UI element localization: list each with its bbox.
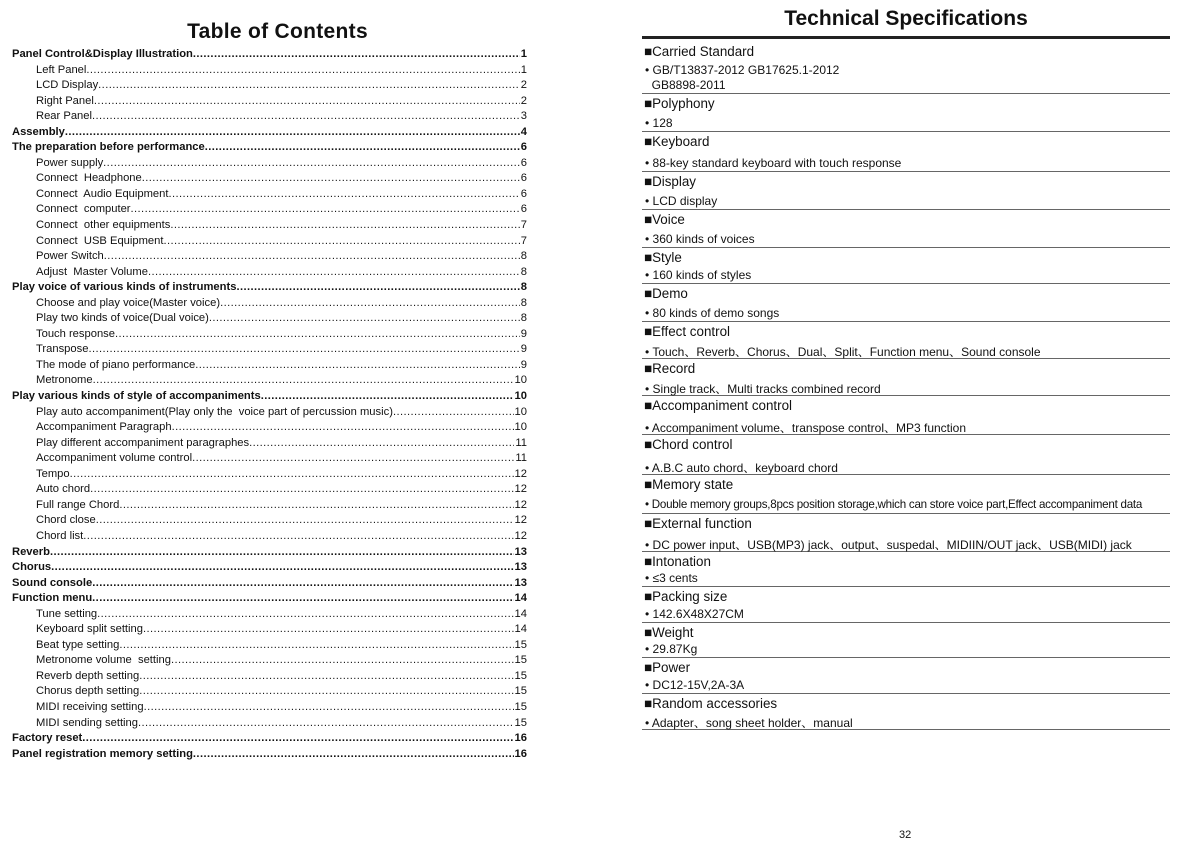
- toc-subsection-entry: [12, 109, 527, 125]
- toc-section-entry: [12, 47, 527, 63]
- spec-item: [642, 435, 1170, 475]
- toc-entry-label: Metronome: [36, 374, 93, 387]
- toc-entry-page: 2: [520, 79, 527, 92]
- toc-entry-page: 12: [514, 467, 527, 480]
- toc-section-entry: [12, 125, 527, 141]
- toc-leader-dots: [171, 653, 514, 669]
- toc-subsection-entry: [12, 78, 527, 94]
- toc-subsection-entry: [12, 249, 527, 265]
- toc-subsection-entry: [12, 187, 527, 203]
- toc-entry-label: Right Panel: [36, 94, 94, 107]
- toc-leader-dots: [193, 47, 520, 63]
- toc-entry-page: 13: [514, 545, 527, 558]
- toc-entry-page: 15: [514, 685, 527, 698]
- toc-leader-dots: [103, 156, 520, 172]
- toc-subsection-entry: [12, 436, 527, 452]
- toc-entry-page: 10: [514, 374, 527, 387]
- spec-value: • 160 kinds of styles: [645, 268, 752, 282]
- toc-subsection-entry: [12, 451, 527, 467]
- toc-entry-label: Chord close: [36, 514, 96, 527]
- toc-entry-label: Connect Headphone: [36, 172, 142, 185]
- spec-heading: ■External function: [644, 516, 752, 531]
- toc-subsection-entry: [12, 296, 527, 312]
- spec-value: • LCD display: [645, 194, 718, 208]
- toc-entry-label: Keyboard split setting: [36, 623, 143, 636]
- toc-entry-label: Play two kinds of voice(Dual voice): [36, 312, 209, 325]
- spec-value: • Single track、Multi tracks combined record: [645, 382, 881, 396]
- toc-leader-dots: [96, 513, 514, 529]
- toc-entry-label: Connect other equipments: [36, 219, 171, 232]
- toc-entry-label: Tempo: [36, 467, 70, 480]
- toc-subsection-entry: [12, 684, 527, 700]
- toc-entry-page: 9: [520, 358, 527, 371]
- toc-entry-label: Connect Audio Equipment: [36, 187, 169, 200]
- toc-subsection-entry: [12, 669, 527, 685]
- toc-entry-label: MIDI sending setting: [36, 716, 138, 729]
- spec-heading: ■Effect control: [644, 324, 730, 339]
- toc-leader-dots: [104, 249, 520, 265]
- toc-entry-page: 12: [514, 498, 527, 511]
- toc-entry-page: 8: [520, 296, 527, 309]
- spec-heading: ■Keyboard: [644, 134, 710, 149]
- toc-entry-label: Assembly: [12, 125, 65, 138]
- toc-entry-page: 11: [515, 436, 527, 449]
- spec-value: • Double memory groups,8pcs position storage,which can store voice part,Effect accompaniment data: [645, 498, 1143, 511]
- toc-leader-dots: [193, 747, 514, 763]
- toc-entry-label: Panel registration memory setting: [12, 747, 193, 760]
- toc-leader-dots: [139, 669, 513, 685]
- toc-entry-label: Accompaniment volume control: [36, 452, 193, 465]
- spec-value: • GB/T13837-2012 GB17625.1-2012: [645, 63, 840, 77]
- toc-leader-dots: [172, 420, 514, 436]
- toc-subsection-entry: [12, 218, 527, 234]
- toc-entry-label: Chorus depth setting: [36, 685, 140, 698]
- toc-subsection-entry: [12, 156, 527, 172]
- spec-value: • Touch、Reverb、Chorus、Dual、Split、Function menu、Sound console: [645, 345, 1041, 359]
- toc-subsection-entry: [12, 405, 527, 421]
- spec-heading: ■Style: [644, 250, 682, 265]
- spec-value: • 128: [645, 116, 673, 130]
- toc-leader-dots: [138, 716, 514, 732]
- toc-subsection-entry: [12, 653, 527, 669]
- spec-heading: ■Carried Standard: [644, 44, 755, 59]
- spec-item: [642, 658, 1170, 694]
- spec-heading: ■Voice: [644, 212, 685, 227]
- spec-heading: ■Demo: [644, 286, 688, 301]
- toc-entry-label: Rear Panel: [36, 110, 92, 123]
- spec-item: [642, 210, 1170, 248]
- toc-entry-page: 3: [520, 110, 527, 123]
- toc-entry-page: 15: [514, 700, 527, 713]
- toc-entry-page: 10: [514, 405, 527, 418]
- toc-leader-dots: [93, 373, 514, 389]
- toc-leader-dots: [92, 576, 513, 592]
- toc-leader-dots: [92, 109, 520, 125]
- toc-subsection-entry: [12, 622, 527, 638]
- toc-leader-dots: [94, 94, 520, 110]
- spec-heading: ■Display: [644, 174, 696, 189]
- toc-entry-page: 15: [514, 654, 527, 667]
- toc-leader-dots: [168, 187, 519, 203]
- toc-leader-dots: [115, 327, 520, 343]
- toc-leader-dots: [205, 140, 520, 156]
- toc-leader-dots: [86, 63, 519, 79]
- toc-subsection-entry: [12, 94, 527, 110]
- toc-section-entry: [12, 731, 527, 747]
- toc-entry-label: Play voice of various kinds of instruments: [12, 281, 237, 294]
- toc-entry-page: 6: [520, 187, 527, 200]
- toc-entry-page: 12: [514, 514, 527, 527]
- spec-item: [642, 172, 1170, 210]
- toc-entry-page: 6: [520, 172, 527, 185]
- toc-entry-page: 6: [520, 141, 527, 154]
- toc-section-entry: [12, 560, 527, 576]
- toc-entry-label: MIDI receiving setting: [36, 700, 144, 713]
- toc-entry-page: 14: [514, 592, 527, 605]
- toc-entry-page: 9: [520, 327, 527, 340]
- spec-heading: ■Intonation: [644, 554, 711, 569]
- toc-leader-dots: [97, 607, 513, 623]
- specs-title-rule: [642, 36, 1170, 39]
- toc-entry-page: 15: [514, 716, 527, 729]
- spec-heading: ■Polyphony: [644, 96, 715, 111]
- toc-entry-label: Chord list: [36, 529, 84, 542]
- toc-entry-page: 6: [520, 203, 527, 216]
- spec-item: [642, 396, 1170, 435]
- toc-entry-page: 10: [514, 390, 527, 403]
- toc-subsection-entry: [12, 311, 527, 327]
- spec-value: • DC12-15V,2A-3A: [645, 678, 745, 692]
- spec-heading: ■Record: [644, 361, 696, 376]
- toc-leader-dots: [70, 467, 514, 483]
- toc-subsection-entry: [12, 638, 527, 654]
- toc-leader-dots: [50, 545, 514, 561]
- toc-section-entry: [12, 591, 527, 607]
- toc-entry-label: Play various kinds of style of accompaniments: [12, 390, 261, 403]
- toc-entry-label: Factory reset: [12, 732, 83, 745]
- toc-entry-page: 2: [520, 94, 527, 107]
- spec-item: [642, 322, 1170, 359]
- toc-subsection-entry: [12, 265, 527, 281]
- toc-section-entry: [12, 280, 527, 296]
- toc-leader-dots: [192, 451, 514, 467]
- spec-item: [642, 248, 1170, 284]
- toc-entry-label: Connect computer: [36, 203, 131, 216]
- toc-entry-page: 14: [514, 623, 527, 636]
- toc-entry-page: 8: [520, 265, 527, 278]
- toc-leader-dots: [144, 700, 514, 716]
- toc-leader-dots: [148, 265, 520, 281]
- toc-entry-page: 14: [514, 607, 527, 620]
- spec-heading: ■Chord control: [644, 437, 733, 452]
- toc-entry-page: 12: [514, 483, 527, 496]
- toc-entry-page: 1: [520, 63, 527, 76]
- page-number: 32: [899, 829, 912, 841]
- toc-entry-label: Accompaniment Paragraph: [36, 421, 172, 434]
- toc-entry-label: Left Panel: [36, 63, 87, 76]
- spec-item: [642, 623, 1170, 658]
- toc-entry-label: Choose and play voice(Master voice): [36, 296, 221, 309]
- specs-title: Technical Specifications: [784, 7, 1028, 30]
- toc-leader-dots: [163, 234, 519, 250]
- toc-leader-dots: [119, 638, 513, 654]
- toc-leader-dots: [195, 358, 520, 374]
- toc-entry-page: 6: [520, 156, 527, 169]
- spec-item: [642, 132, 1170, 172]
- toc-entry-page: 8: [520, 250, 527, 263]
- toc-section-entry: [12, 747, 527, 763]
- spec-heading: ■Packing size: [644, 589, 728, 604]
- toc-leader-dots: [98, 78, 520, 94]
- toc-entry-page: 8: [520, 312, 527, 325]
- toc-leader-dots: [170, 218, 519, 234]
- toc-entry-label: Tune setting: [36, 607, 98, 620]
- toc-subsection-entry: [12, 529, 527, 545]
- toc-subsection-entry: [12, 607, 527, 623]
- spec-item: [642, 359, 1170, 396]
- spec-item: [642, 42, 1170, 94]
- toc-entry-page: 12: [514, 529, 527, 542]
- toc-title: Table of Contents: [187, 20, 368, 43]
- toc-entry-label: Play different accompaniment paragraphes: [36, 436, 250, 449]
- spec-value: • Accompaniment volume、transpose control、MP3 function: [645, 421, 967, 435]
- toc-leader-dots: [249, 436, 514, 452]
- toc-subsection-entry: [12, 171, 527, 187]
- toc-leader-dots: [83, 529, 513, 545]
- spec-item: [642, 514, 1170, 552]
- spec-item: [642, 694, 1170, 730]
- toc-entry-label: The preparation before performance: [12, 141, 205, 154]
- toc-leader-dots: [92, 591, 513, 607]
- spec-value: • 360 kinds of voices: [645, 232, 755, 246]
- toc-list: [12, 47, 527, 762]
- spec-value: • 88-key standard keyboard with touch response: [645, 156, 902, 170]
- toc-leader-dots: [236, 280, 519, 296]
- toc-entry-page: 16: [514, 747, 527, 760]
- toc-section-entry: [12, 545, 527, 561]
- spec-heading: ■Random accessories: [644, 696, 778, 711]
- spec-value: • 142.6X48X27CM: [645, 607, 744, 621]
- toc-entry-page: 15: [514, 638, 527, 651]
- toc-subsection-entry: [12, 234, 527, 250]
- spec-value: GB8898-2011: [645, 78, 726, 92]
- spec-heading: ■Power: [644, 660, 691, 675]
- toc-entry-page: 1: [520, 48, 527, 60]
- toc-entry-label: Adjust Master Volume: [36, 265, 148, 278]
- spec-heading: ■Memory state: [644, 477, 734, 492]
- toc-entry-label: Chorus: [12, 561, 52, 574]
- toc-leader-dots: [131, 202, 520, 218]
- toc-subsection-entry: [12, 63, 527, 79]
- toc-subsection-entry: [12, 716, 527, 732]
- toc-leader-dots: [82, 731, 513, 747]
- toc-leader-dots: [143, 622, 514, 638]
- toc-entry-label: Touch response: [36, 327, 115, 340]
- toc-entry-label: Power Switch: [36, 250, 104, 263]
- toc-section-entry: [12, 140, 527, 156]
- spec-value: • A.B.C auto chord、keyboard chord: [645, 461, 838, 475]
- toc-entry-label: Transpose: [36, 343, 89, 356]
- toc-leader-dots: [209, 311, 520, 327]
- toc-entry-page: 8: [520, 281, 527, 294]
- toc-entry-page: 7: [520, 234, 527, 247]
- toc-subsection-entry: [12, 482, 527, 498]
- toc-entry-label: Metronome volume setting: [36, 654, 171, 667]
- toc-subsection-entry: [12, 358, 527, 374]
- toc-entry-label: Auto chord: [36, 483, 91, 496]
- toc-entry-page: 13: [514, 561, 527, 574]
- toc-entry-page: 16: [514, 732, 527, 745]
- toc-entry-page: 15: [514, 669, 527, 682]
- toc-leader-dots: [142, 171, 520, 187]
- toc-subsection-entry: [12, 513, 527, 529]
- toc-entry-label: Beat type setting: [36, 638, 120, 651]
- toc-subsection-entry: [12, 498, 527, 514]
- toc-section-entry: [12, 389, 527, 405]
- toc-entry-page: 10: [514, 421, 527, 434]
- toc-subsection-entry: [12, 467, 527, 483]
- toc-entry-label: LCD Display: [36, 79, 99, 92]
- spec-value: • DC power input、USB(MP3) jack、output、suspedal、MIDIIN/OUT jack、USB(MIDI) jack: [645, 538, 1132, 552]
- toc-entry-label: Play auto accompaniment(Play only the voice part of percussion music): [36, 405, 393, 418]
- toc-subsection-entry: [12, 202, 527, 218]
- toc-leader-dots: [119, 498, 513, 514]
- toc-entry-page: 11: [515, 452, 527, 465]
- toc-entry-label: Full range Chord: [36, 498, 120, 511]
- spec-value: • ≤3 cents: [645, 571, 698, 585]
- toc-leader-dots: [90, 482, 513, 498]
- toc-section-entry: [12, 576, 527, 592]
- toc-entry-label: Reverb depth setting: [36, 669, 140, 682]
- spec-value: • 29.87Kg: [645, 642, 698, 656]
- toc-leader-dots: [65, 125, 520, 141]
- toc-entry-label: Panel Control&Display Illustration: [12, 48, 193, 60]
- toc-subsection-entry: [12, 327, 527, 343]
- toc-leader-dots: [220, 296, 520, 312]
- toc-entry-page: 9: [520, 343, 527, 356]
- spec-item: [642, 552, 1170, 587]
- spec-heading: ■Accompaniment control: [644, 398, 793, 413]
- specs-list: [642, 42, 1170, 730]
- toc-leader-dots: [139, 684, 513, 700]
- toc-entry-label: Function menu: [12, 592, 93, 605]
- toc-leader-dots: [51, 560, 513, 576]
- toc-entry-label: Connect USB Equipment: [36, 234, 164, 247]
- toc-subsection-entry: [12, 700, 527, 716]
- toc-entry-page: 13: [514, 576, 527, 589]
- toc-leader-dots: [88, 342, 519, 358]
- toc-entry-label: The mode of piano performance: [36, 358, 196, 371]
- toc-entry-page: 7: [520, 219, 527, 232]
- spec-item: [642, 475, 1170, 514]
- spec-item: [642, 94, 1170, 132]
- toc-leader-dots: [261, 389, 514, 405]
- toc-leader-dots: [393, 405, 514, 421]
- toc-entry-page: 4: [520, 125, 527, 138]
- toc-subsection-entry: [12, 420, 527, 436]
- toc-entry-label: Reverb: [12, 545, 50, 558]
- toc-subsection-entry: [12, 373, 527, 389]
- toc-entry-label: Sound console: [12, 576, 93, 589]
- spec-item: [642, 587, 1170, 623]
- spec-value: • 80 kinds of demo songs: [645, 306, 780, 320]
- spec-value: • Adapter、song sheet holder、manual: [645, 716, 853, 730]
- toc-subsection-entry: [12, 342, 527, 358]
- spec-item: [642, 284, 1170, 322]
- spec-heading: ■Weight: [644, 625, 694, 640]
- toc-entry-label: Power supply: [36, 156, 104, 169]
